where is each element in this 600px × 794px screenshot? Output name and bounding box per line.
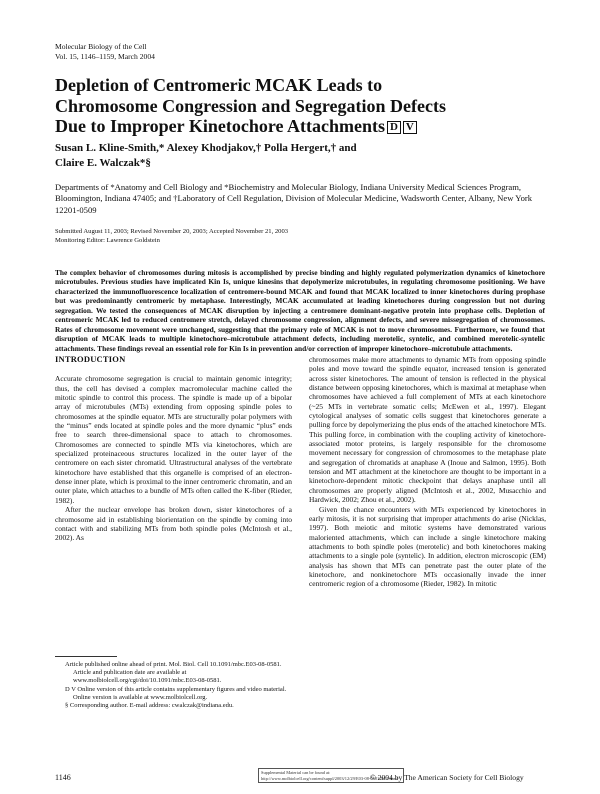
- submitted-line: Submitted August 11, 2003; Revised November 20, 2003; Accepted November 21, 2003: [55, 228, 289, 235]
- author-list: [55, 141, 555, 170]
- footnote-dv-mark: D V: [65, 685, 76, 693]
- authors-line-2: Claire E. Walczak*§: [55, 156, 151, 169]
- column-right: [309, 355, 546, 589]
- abstract: The complex behavior of chromosomes during mitosis is accomplished by precise binding and highly regulated polymerization dynamics of kinetochore microtubules. Previous studies have implicated Kin Is, unique kinesins that depolymerize microtubules, in regulating chromosome positioning. We have characterized the immunofluorescence localization of centromere-bound MCAK and found that MCAK localized to inner kinetochores during prophase but was predominantly centromeric by metaphase. Interestingly, MCAK accumulated at leading kinetochores during congression but not during segregation. We tested the consequences of MCAK disruption by injecting a centromere dominant-negative protein into prophase cells. Depletion of centromeric MCAK led to reduced centromere stretch, delayed chromosome congression, alignment defects, and severe missegregation of chromosomes. Rates of chromosome movement were unchanged, suggesting that the primary role of MCAK is not to move chromosomes. Furthermore, we found that disruption of MCAK leads to multiple kinetochore–microtubule attachment defects, including merotelic, syntelic, and combined merotelic-syntelic attachments. These findings reveal an essential role for Kin Is in prevention and/or correction of improper kinetochore–microtubule attachments.: [55, 268, 545, 353]
- supplemental-video-badge[interactable]: V: [403, 121, 417, 134]
- journal-name: Molecular Biology of the Cell: [55, 42, 147, 51]
- page-number: 1146: [55, 773, 71, 782]
- copyright: © 2004 by The American Society for Cell Biology: [370, 773, 524, 782]
- intro-paragraph-4: Given the chance encounters with MTs experienced by kinetochores in early mitosis, it is not surprising that improper attachments do arise (Nicklas, 1997). Both meiotic and mitotic systems have demonstrated various maloriented attachments, which can include a single kinetochore making attachments to both spindle poles (merotelic) and both kinetochores making attachments to a single pole (syntelic). In addition, electron microscopic (EM) analysis has shown that MTs can penetrate past the outer plate of the kinetochore, and nonkinetochore MTs occasionally invade the inner centromeric region of a chromosome (Rieder, 1982). In mitotic: [309, 504, 546, 589]
- footnotes: [65, 661, 293, 710]
- affiliations: Departments of *Anatomy and Cell Biology and *Biochemistry and Molecular Biology, Indiana University Medical Sciences Program, Bloomington, Indiana 47405; and †Laboratory of Cell Regulation, Division of Molecular Medicine, Wadsworth Center, Albany, New York 12201-0509: [55, 182, 533, 215]
- footnote-corresponding: § Corresponding author. E-mail address: cwalczak@indiana.edu.: [65, 702, 234, 710]
- intro-paragraph-1: Accurate chromosome segregation is crucial to maintain genomic integrity; thus, the cell has devised a complex macromolecular machine called the mitotic spindle to control this process. The spindle is made up of a bipolar array of microtubules (MTs) extending from opposing spindle poles to chromosomes at the spindle equator. MTs are structurally polar polymers with the “minus” ends located at spindle poles and the more dynamic “plus” ends free to search three-dimensional space to attach to chromosomes. Chromosomes are connected to spindle MTs via kinetochores, which are specialized proteinaceous structures localized in the outer layer of the centromere on each sister chromatid. Ultrastructural analyses of the vertebrate kinetochore have established that this organelle is comprised of an electron-dense inner plate, which is proximal to the inner centromeric chromatin, and an outer plate, which attaches to a bundle of MTs often called the K-fiber (Rieder, 1982).: [55, 374, 292, 505]
- submission-dates: [55, 228, 555, 246]
- column-left: [55, 355, 292, 543]
- authors-line-1: Susan L. Kline-Smith,* Alexey Khodjakov,† Polla Hergert,† and: [55, 142, 357, 154]
- article-title: [55, 75, 555, 137]
- title-line-3: [55, 116, 555, 137]
- title-line-3-text: Due to Improper Kinetochore Attachments: [55, 116, 385, 136]
- journal-volume: Vol. 15, 1146–1159, March 2004: [55, 51, 155, 61]
- supplemental-material-link[interactable]: Supplemental Material can be found at: http://www.molbiolcell.org/content/suppl/2003/12/29/E03-08-0581.DC1.html: [258, 768, 404, 783]
- monitoring-editor: Monitoring Editor: Lawrence Goldstein: [55, 236, 160, 244]
- intro-paragraph-2: After the nuclear envelope has broken down, sister kinetochores of a chromosome aid in establishing biorientation on the spindle by coming into contact with and stabilizing MTs from both spindle poles (McIntosh et al., 2002). As: [55, 505, 292, 543]
- title-line-2: Chromosome Congression and Segregation Defects: [55, 95, 446, 116]
- intro-paragraph-3: chromosomes make more attachments to dynamic MTs from opposing spindle poles and move toward the spindle equator, increased tension is generated across sister kinetochores. The amount of tension is reflected in the physical distance between opposing kinetochores, which is maximal at metaphase when chromosomes have achieved a full complement of MTs at each kinetochore (~25 MTs in vertebrate somatic cells; McEwen et al., 1997). Elegant cytological analyses of somatic cells suggest that kinetochores generate a pulling force by depolymerizing the plus ends of the attached kinetochore MTs. This pulling force, in combination with the coupling activity of kinetochore-associated motor proteins, is largely responsible for the chromosome movement necessary for congression of chromosomes to the metaphase plate and segregation of chromatids at anaphase A (Inoue and Salmon, 1995). Both tension and MT attachment at the kinetochore are thought to be important in a kinetochore-dependent mitotic checkpoint that delays anaphase until all chromosomes are properly aligned (McIntosh et al., 2002, Musacchio and Hardwick, 2002; Zhou et al., 2002).: [309, 355, 546, 505]
- supplemental-data-badge[interactable]: D: [387, 121, 401, 134]
- title-line-1: Depletion of Centromeric MCAK Leads to: [55, 75, 383, 95]
- introduction-heading: INTRODUCTION: [55, 354, 126, 364]
- footnote-rule: [55, 656, 117, 657]
- footnote-online-text: Online version of this article contains supplementary figures and video material. Online version is available at www.molbiolcell.org.: [73, 685, 287, 701]
- footnote-online: [65, 686, 293, 702]
- footnote-article: Article published online ahead of print. Mol. Biol. Cell 10.1091/mbc.E03-08-0581. Article and publication date are available at www.molbiolcell.org/cgi/doi/10.1091/mbc.E03-08-0581.: [65, 661, 282, 685]
- journal-header: [55, 42, 155, 61]
